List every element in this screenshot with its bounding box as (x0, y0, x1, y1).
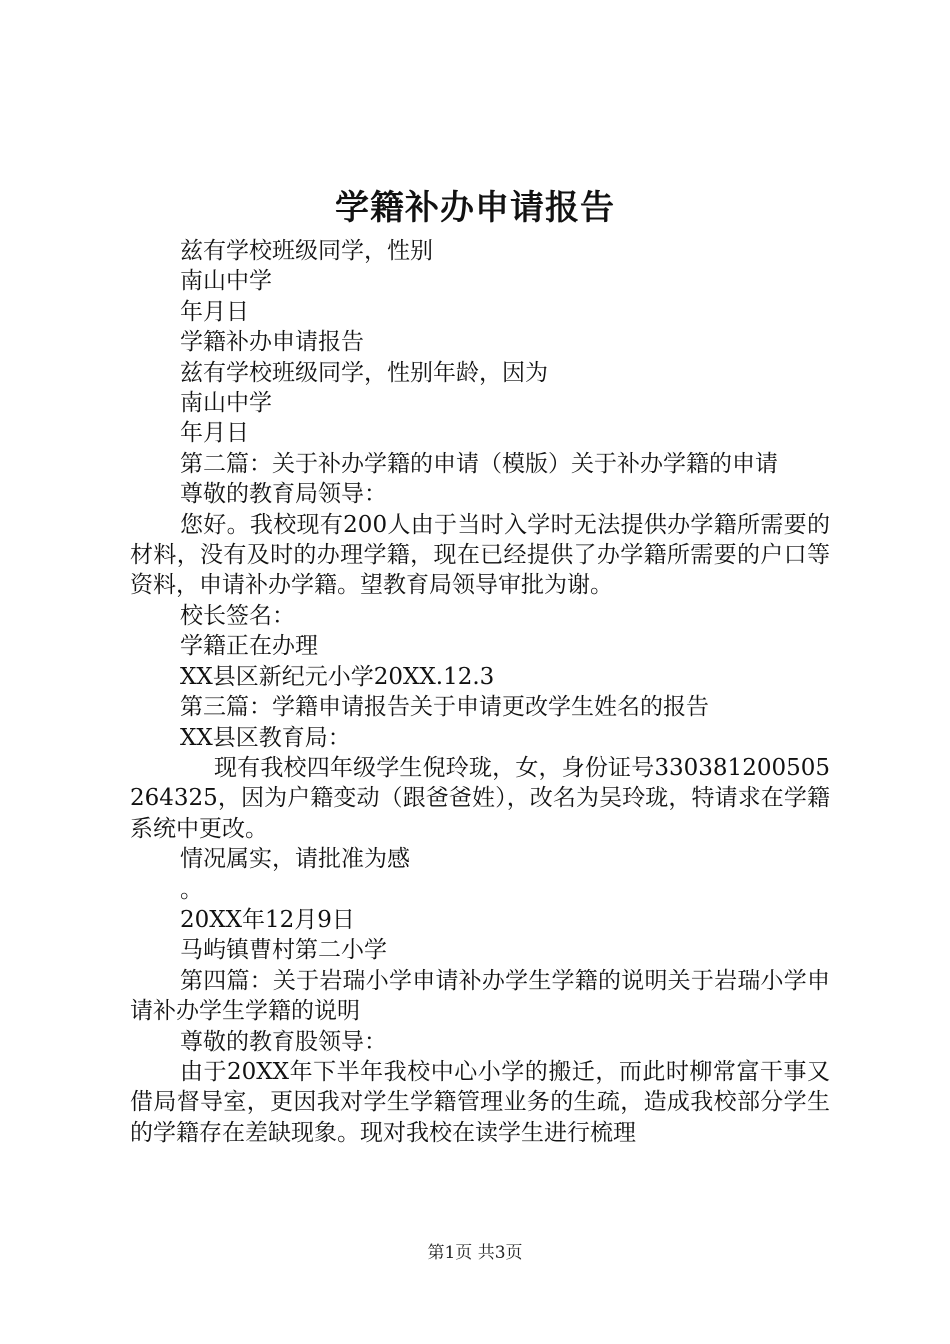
paragraph: 年月日 (180, 298, 249, 325)
paragraph: 南山中学 (180, 390, 272, 417)
paragraph: XX县区新纪元小学20XX.12.3 (180, 663, 495, 690)
paragraph: 兹有学校班级同学，性别 (180, 238, 433, 264)
paragraph: 南山中学 (180, 268, 272, 295)
paragraph: 年月日 (180, 420, 249, 447)
paragraph: 学籍正在办理 (180, 633, 318, 660)
section-heading: 第二篇：关于补办学籍的申请（模版）关于补办学籍的申请 (180, 450, 778, 477)
paragraph: 情况属实，请批准为感 (180, 846, 410, 873)
paragraph: 。 (180, 876, 203, 903)
page-footer: 第1页 共3页 (427, 1243, 523, 1263)
paragraph: 兹有学校班级同学，性别年龄，因为 (180, 359, 548, 386)
paragraph: 学籍补办申请报告 (180, 329, 364, 356)
section-heading: 第三篇：学籍申请报告关于申请更改学生姓名的报告 (180, 694, 709, 721)
paragraph: 您好。我校现有200人由于当时入学时无法提供办学籍所需要的材料，没有及时的办理学籍，现在已经提供了办学籍所需要的户口等资料，申请补办学籍。望教育局领导审批为谢。 (130, 511, 830, 599)
paragraph: 尊敬的教育股领导： (180, 1028, 387, 1055)
paragraph: 现有我校四年级学生倪玲珑，女，身份证号330381200505264325，因为户籍变动（跟爸爸姓），改名为吴玲珑，特请求在学籍系统中更改。 (130, 754, 830, 842)
paragraph: 20XX年12月9日 (180, 906, 355, 933)
paragraph: 由于20XX年下半年我校中心小学的搬迁，而此时柳常富干事又借局督导室，更因我对学生学籍管理业务的生疏，造成我校部分学生的学籍存在差缺现象。现对我校在读学生进行梳理 (130, 1058, 830, 1146)
paragraph: 尊敬的教育局领导： (180, 481, 387, 508)
document-body (130, 236, 830, 1148)
paragraph: XX县区教育局： (180, 724, 351, 751)
paragraph: 马屿镇曹村第二小学 (180, 937, 387, 964)
section-heading: 第四篇：关于岩瑞小学申请补办学生学籍的说明关于岩瑞小学申请补办学生学籍的说明 (130, 967, 830, 1025)
document-title: 学籍补办申请报告 (335, 188, 615, 228)
paragraph: 校长签名： (180, 602, 295, 629)
